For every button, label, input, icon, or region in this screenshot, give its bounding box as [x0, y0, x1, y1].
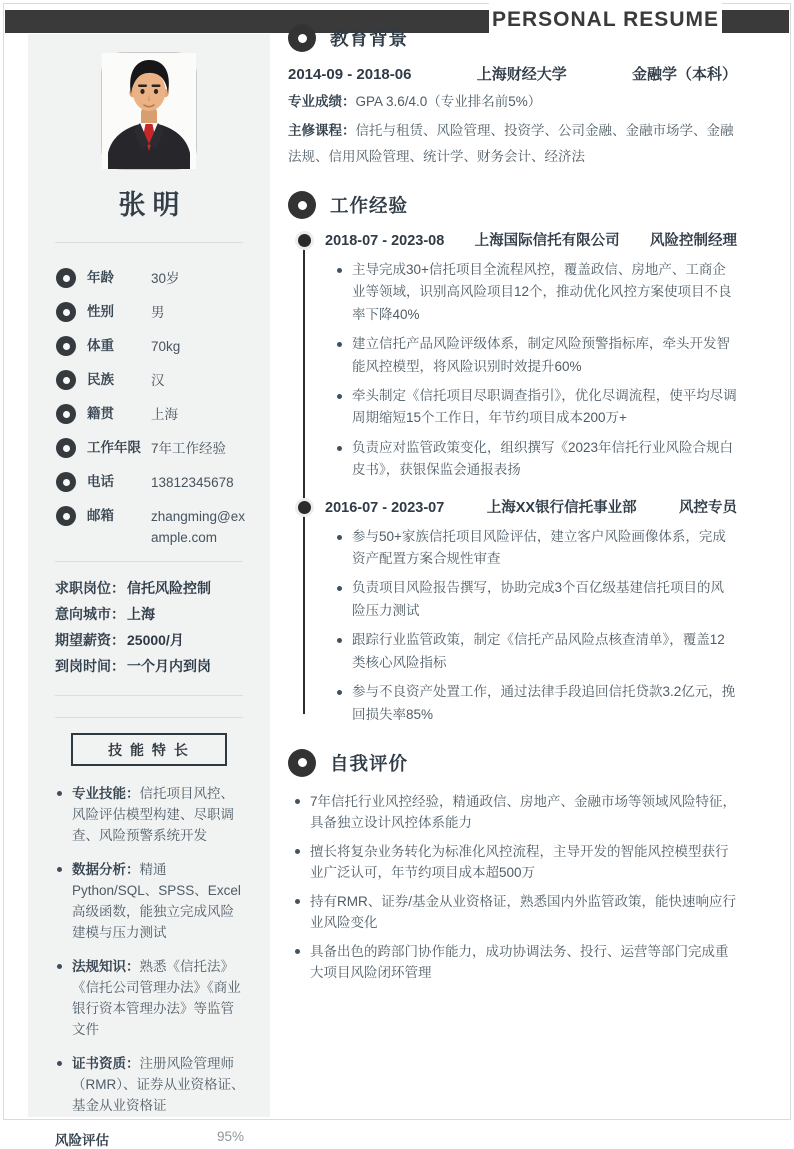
bullet-icon	[337, 342, 342, 347]
evaluation-bullet-text: 7年信托行业风控经验，精通政信、房地产、金融市场等领域风险特征，具备独立设计风控体系能力	[310, 793, 737, 830]
job-bullet-text: 参与50+家族信托项目风险评估，建立客户风险画像体系，完成资产配置方案合规性审查	[352, 528, 726, 567]
intention-value: 25000/月	[127, 632, 184, 648]
job-period: 2016-07 - 2023-07	[325, 499, 445, 516]
candidate-name: 张明	[118, 190, 187, 220]
timeline-dot-icon	[298, 501, 311, 514]
job-company: 上海国际信托有限公司	[474, 233, 620, 249]
detail-value: 汉	[151, 373, 165, 388]
section-education	[288, 24, 737, 170]
experience-timeline	[288, 231, 737, 726]
detail-value: 男	[151, 305, 165, 320]
skill-text: 熟悉《信托法》《信托公司管理办法》《商业银行资本管理办法》等监管文件	[72, 959, 241, 1037]
job-role: 风控专员	[678, 499, 737, 516]
skill-text: 注册风险管理师（RMR）、证券从业资格证、基金从业资格证	[72, 1056, 245, 1113]
bullet-icon	[337, 446, 342, 451]
skill-label: 专业技能：	[72, 786, 140, 801]
section-title: 自我评价	[330, 752, 409, 774]
skill-item	[57, 1053, 245, 1116]
intention-value: 上海	[127, 606, 155, 622]
section-dot-icon	[288, 191, 316, 219]
detail-row-email	[28, 506, 270, 548]
bullet-icon	[57, 791, 62, 796]
detail-label: 性别	[87, 304, 114, 319]
divider	[55, 242, 243, 243]
section-title: 工作经验	[330, 195, 409, 216]
intention-value: 信托风险控制	[127, 580, 211, 596]
divider	[55, 717, 243, 718]
job-bullet	[325, 681, 737, 726]
skill-text: 信托项目风控、风险评估模型构建、尽职调查、风险预警系统开发	[72, 786, 234, 843]
education-courses-row	[288, 118, 737, 170]
skill-meter-value: 95%	[216, 1129, 244, 1144]
detail-row-phone	[28, 472, 270, 506]
ring-bullet-icon	[56, 336, 76, 356]
bullet-icon	[337, 394, 342, 399]
job-bullet-text: 参与不良资产处置工作，通过法律手段追回信托贷款3.2亿元，挽回损失率85%	[352, 684, 736, 722]
skill-item	[57, 956, 245, 1040]
section-dot-icon	[288, 749, 316, 777]
skill-label: 法规知识：	[72, 959, 140, 974]
evaluation-bullet	[288, 791, 737, 833]
job-bullet-text: 牵头制定《信托项目尽职调查指引》，优化尽调流程，使平均尽调周期缩短15个工作日，年节约项目成本200万+	[352, 388, 737, 426]
detail-value: 30岁	[151, 271, 180, 286]
job-bullet	[325, 629, 737, 674]
job-header-row	[325, 498, 737, 518]
job-bullet-text: 建立信托产品风险评级体系，制定风险预警指标库，牵头开发智能风控模型，将风险识别时效提升60%	[352, 336, 730, 374]
evaluation-bullet-text: 擅长将复杂业务转化为标准化风控流程，主导开发的智能风控模型获行业广泛认可，年节约项目成本超500万	[310, 843, 729, 880]
education-entry-row	[288, 65, 737, 85]
bullet-icon	[295, 899, 300, 904]
avatar-illustration	[102, 53, 196, 169]
intention-row-city	[28, 601, 270, 627]
ring-bullet-icon	[56, 370, 76, 390]
detail-value: 7年工作经验	[151, 441, 227, 456]
education-major: 金融学（本科）	[631, 66, 737, 83]
intention-row-position	[28, 575, 270, 601]
ring-bullet-icon	[56, 438, 76, 458]
courses-text: 信托与租赁、风险管理、投资学、公司金融、金融市场学、金融法规、信用风险管理、统计学、财务会计、经济法	[288, 123, 734, 164]
job-bullet-text: 跟踪行业监管政策，制定《信托产品风险点核查清单》，覆盖12类核心风险指标	[352, 632, 725, 670]
education-school: 上海财经大学	[476, 66, 567, 83]
intention-label: 求职岗位：	[55, 580, 125, 596]
skill-label: 数据分析：	[72, 862, 140, 877]
detail-row-ethnicity	[28, 370, 270, 404]
experience-header	[288, 191, 737, 219]
detail-value: 70kg	[151, 339, 181, 354]
evaluation-bullet-list	[288, 791, 737, 983]
bullet-icon	[337, 690, 342, 695]
bullet-icon	[57, 964, 62, 969]
intention-label: 意向城市：	[55, 606, 125, 622]
divider	[55, 561, 243, 562]
job-bullet-text: 负责应对监管政策变化，组织撰写《2023年信托行业风险合规白皮书》，获银保监会通报表扬	[352, 439, 734, 478]
job-header-row	[325, 231, 737, 251]
ring-bullet-icon	[56, 404, 76, 424]
detail-label: 电话	[87, 474, 114, 489]
education-period: 2014-09 - 2018-06	[288, 66, 412, 83]
page-title: PERSONAL RESUME	[492, 7, 719, 31]
profile-photo	[101, 52, 197, 170]
divider	[55, 695, 243, 696]
detail-row-age	[28, 268, 270, 302]
skills-section-title: 技 能 特 长	[108, 741, 190, 758]
detail-row-weight	[28, 336, 270, 370]
detail-label: 体重	[87, 338, 114, 353]
evaluation-bullet-text: 持有RMR、证券/基金从业资格证，熟悉国内外监管政策，能快速响应行业风险变化	[310, 893, 736, 930]
bullet-icon	[337, 268, 342, 273]
section-title: 教育背景	[330, 28, 409, 49]
job-bullet	[325, 333, 737, 378]
job-period: 2018-07 - 2023-08	[325, 233, 445, 249]
bullet-icon	[337, 586, 342, 591]
main-content	[288, 0, 737, 991]
job-bullet	[325, 577, 737, 622]
detail-label: 邮箱	[87, 508, 114, 523]
skills-section-title-box	[71, 733, 227, 766]
intention-value: 一个月内到岗	[127, 658, 211, 674]
personal-details-list	[28, 268, 270, 548]
detail-value: 13812345678	[151, 475, 234, 490]
education-gpa-row	[288, 92, 737, 112]
section-evaluation	[288, 749, 737, 983]
job-bullet	[325, 259, 737, 326]
job-bullet-text: 负责项目风险报告撰写，协助完成3个百亿级基建信托项目的风险压力测试	[352, 580, 725, 618]
job-entry	[325, 498, 737, 726]
skill-item	[57, 783, 245, 846]
evaluation-bullet	[288, 941, 737, 983]
detail-label: 年龄	[87, 270, 114, 285]
bullet-icon	[295, 949, 300, 954]
skill-meter-label: 风险评估	[55, 1133, 109, 1148]
evaluation-bullet	[288, 841, 737, 883]
bullet-icon	[57, 1061, 62, 1066]
job-bullet-list	[325, 259, 737, 482]
ring-bullet-icon	[56, 268, 76, 288]
bullet-icon	[57, 867, 62, 872]
detail-row-native-place	[28, 404, 270, 438]
detail-value: zhangming@example.com	[151, 509, 246, 545]
gpa-label: 专业成绩：	[288, 94, 356, 109]
banner-title-box	[489, 0, 722, 39]
skills-list	[57, 783, 245, 1116]
intention-row-availability	[28, 653, 270, 679]
sidebar	[28, 34, 270, 1148]
section-experience	[288, 191, 737, 726]
timeline-line	[303, 245, 305, 714]
skill-text: 精通Python/SQL、SPSS、Excel高级函数，能独立完成风险建模与压力测试	[72, 862, 241, 940]
detail-row-gender	[28, 302, 270, 336]
courses-label: 主修课程：	[288, 123, 356, 138]
intention-label: 期望薪资：	[55, 632, 125, 648]
job-bullet	[325, 385, 737, 430]
evaluation-bullet	[288, 891, 737, 933]
job-entry	[325, 231, 737, 482]
detail-label: 民族	[87, 372, 114, 387]
intention-label: 到岗时间：	[55, 658, 125, 674]
bullet-icon	[295, 799, 300, 804]
job-bullet	[325, 526, 737, 571]
evaluation-bullet-text: 具备出色的跨部门协作能力，成功协调法务、投行、运营等部门完成重大项目风险闭环管理	[310, 943, 729, 980]
ring-bullet-icon	[56, 472, 76, 492]
skill-meter-row	[55, 1129, 244, 1149]
evaluation-header	[288, 749, 737, 777]
detail-value: 上海	[151, 407, 178, 422]
intention-row-salary	[28, 627, 270, 653]
job-bullet-text: 主导完成30+信托项目全流程风控，覆盖政信、房地产、工商企业等领域，识别高风险项目12个，推动优化风控方案使项目不良率下降40%	[352, 262, 732, 322]
detail-label: 工作年限	[87, 440, 141, 455]
ring-bullet-icon	[56, 302, 76, 322]
bullet-icon	[337, 535, 342, 540]
job-bullet	[325, 437, 737, 482]
detail-label: 籍贯	[87, 406, 114, 421]
ring-bullet-icon	[56, 506, 76, 526]
skill-label: 证书资质：	[72, 1056, 140, 1071]
job-company: 上海XX银行信托事业部	[486, 499, 637, 516]
job-bullet-list	[325, 526, 737, 726]
skill-item	[57, 859, 245, 943]
gpa-text: GPA 3.6/4.0（专业排名前5%）	[355, 94, 542, 109]
timeline-dot-icon	[298, 234, 311, 247]
bullet-icon	[295, 849, 300, 854]
bullet-icon	[337, 638, 342, 643]
job-intention-list	[28, 575, 270, 679]
detail-row-experience-years	[28, 438, 270, 472]
section-dot-icon	[288, 24, 316, 52]
job-role: 风险控制经理	[649, 233, 737, 249]
